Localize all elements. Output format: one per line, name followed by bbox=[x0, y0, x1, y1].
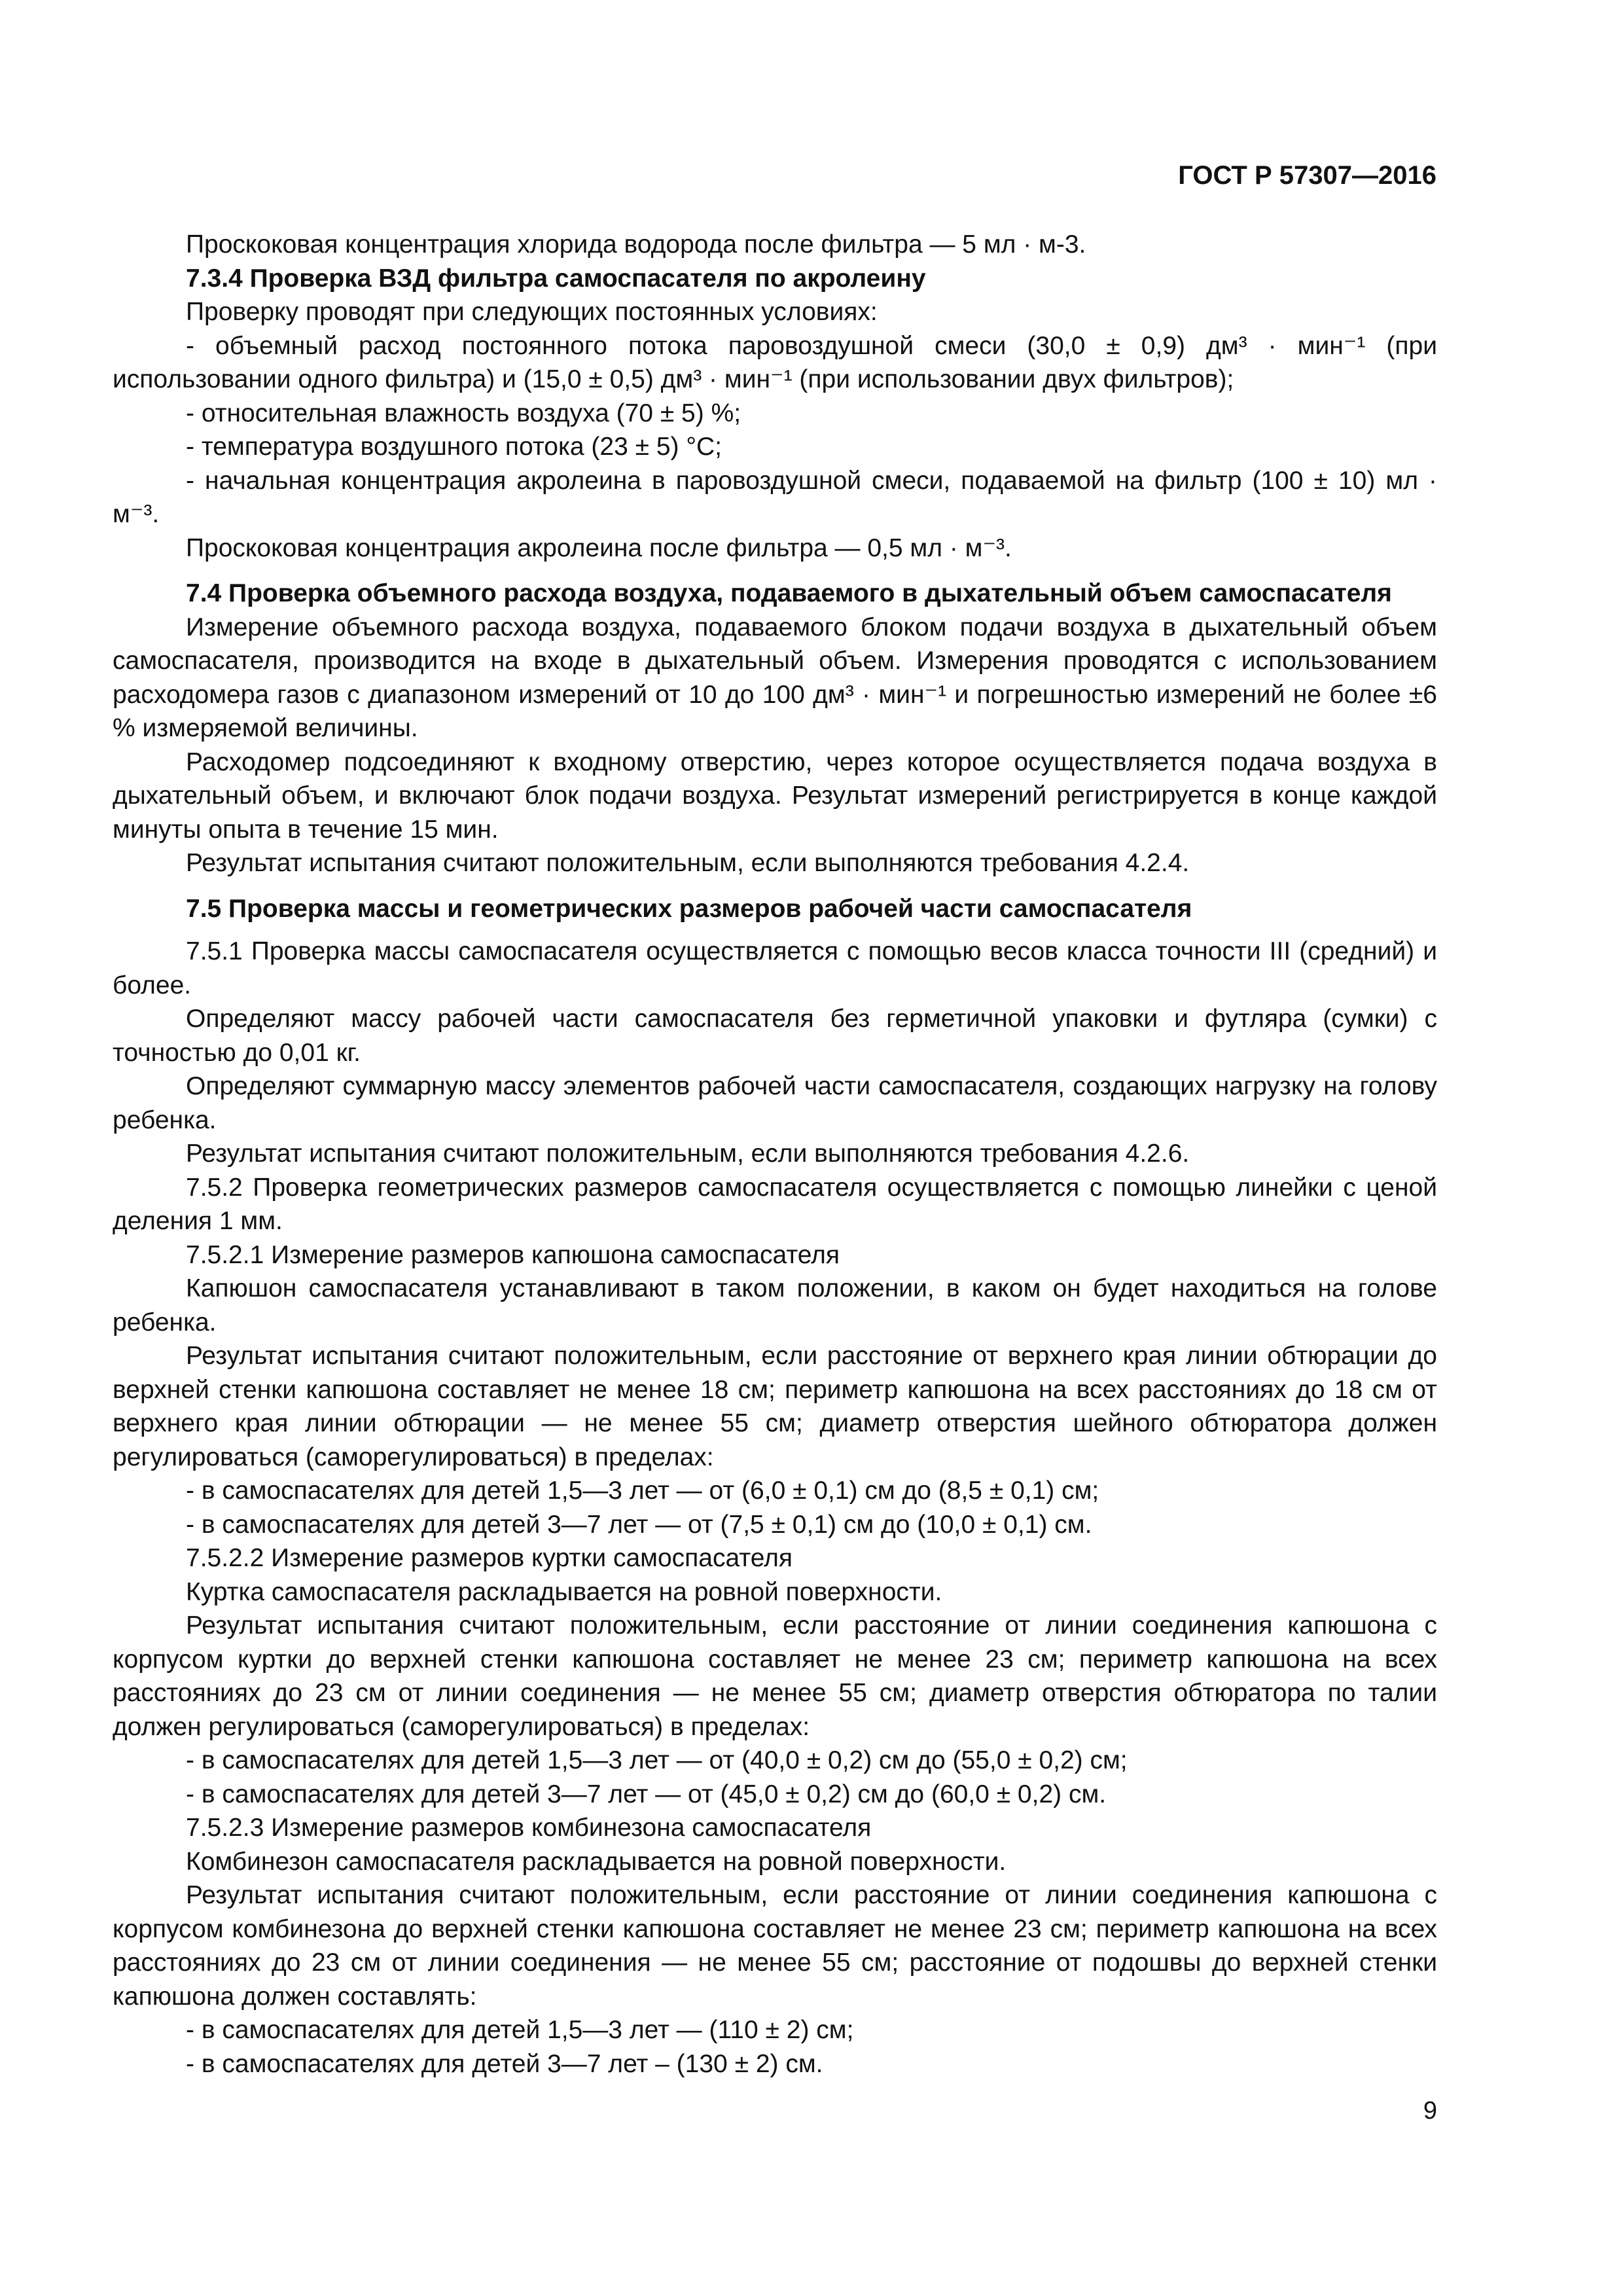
list-item: - в самоспасателях для детей 1,5—3 лет — (110 ± 2) см; bbox=[186, 2016, 854, 2044]
list-item: - в самоспасателях для детей 1,5—3 лет — от (6,0 ± 0,1) см до (8,5 ± 0,1) см; bbox=[186, 1477, 1099, 1505]
paragraph: Результат испытания считают положительным, если расстояние от линии соединения капюшона с корпусом куртки до верхней стенки капюшона составляет не менее 23 см; периметр капюшона на всех расстояниях до 23 см от линии соединения — не менее 55 см; диаметр отверстия обтюратора по талии должен регулироваться (саморегулироваться) в пределах: bbox=[113, 1611, 1437, 1741]
paragraph: Результат испытания считают положительным, если выполняются требования 4.2.4. bbox=[186, 849, 1190, 877]
paragraph: Определяют суммарную массу элементов рабочей части самоспасателя, создающих нагрузку на голову ребенка. bbox=[113, 1072, 1437, 1134]
section-heading-7-5: 7.5 Проверка массы и геометрических размеров рабочей части самоспасателя bbox=[186, 894, 1192, 923]
document-code-header: ГОСТ Р 57307—2016 bbox=[1178, 161, 1436, 190]
list-item: - начальная концентрация акролеина в паровоздушной смеси, подаваемой на фильтр (100 ± 10) мл · м⁻³. bbox=[113, 466, 1437, 528]
paragraph: Проверку проводят при следующих постоянных условиях: bbox=[186, 298, 878, 326]
paragraph: Комбинезон самоспасателя раскладывается на ровной поверхности. bbox=[186, 1847, 1007, 1876]
list-item: - температура воздушного потока (23 ± 5) °С; bbox=[186, 433, 722, 461]
paragraph: Результат испытания считают положительным, если выполняются требования 4.2.6. bbox=[186, 1139, 1190, 1168]
list-item: - в самоспасателях для детей 3—7 лет — от (45,0 ± 0,2) см до (60,0 ± 0,2) см. bbox=[186, 1780, 1107, 1808]
list-item: - в самоспасателях для детей 1,5—3 лет — от (40,0 ± 0,2) см до (55,0 ± 0,2) см; bbox=[186, 1746, 1128, 1774]
paragraph: Куртка самоспасателя раскладывается на ровной поверхности. bbox=[186, 1577, 942, 1606]
section-heading-7-3-4: 7.3.4 Проверка ВЗД фильтра самоспасателя по акролеину bbox=[186, 264, 926, 293]
paragraph: Проскоковая концентрация хлорида водорода после фильтра — 5 мл · м-3. bbox=[186, 230, 1086, 259]
section-heading-7-4: 7.4 Проверка объемного расхода воздуха, подаваемого в дыхательный объем самоспасателя bbox=[186, 579, 1392, 607]
subsection-title: 7.5.2.2 Измерение размеров куртки самоспасателя bbox=[186, 1544, 793, 1572]
paragraph: 7.5.1 Проверка массы самоспасателя осуществляется с помощью весов класса точности III (средний) и более. bbox=[113, 937, 1437, 999]
list-item: - относительная влажность воздуха (70 ± 5) %; bbox=[186, 399, 741, 427]
paragraph: Результат испытания считают положительным, если расстояние от линии соединения капюшона с корпусом комбинезона до верхней стенки капюшона составляет не менее 23 см; периметр капюшона на всех расстояниях до 23 см от линии соединения — не менее 55 см; расстояние от подошвы до верхней стенки капюшона должен составлять: bbox=[113, 1881, 1437, 2011]
paragraph: Определяют массу рабочей части самоспасателя без герметичной упаковки и футляра (сумки) с точностью до 0,01 кг. bbox=[113, 1005, 1437, 1067]
paragraph: Расходомер подсоединяют к входному отверстию, через которое осуществляется подача воздуха в дыхательный объем, и включают блок подачи воздуха. Результат измерений регистрируется в конце каждой минуты опыта в течение 15 мин. bbox=[113, 747, 1437, 844]
paragraph: 7.5.2 Проверка геометрических размеров самоспасателя осуществляется с помощью линейки с ценой деления 1 мм. bbox=[113, 1173, 1437, 1235]
subsection-title: 7.5.2.3 Измерение размеров комбинезона самоспасателя bbox=[186, 1814, 872, 1842]
list-item: - объемный расход постоянного потока паровоздушной смеси (30,0 ± 0,9) дм³ · мин⁻¹ (при использовании одного фильтра) и (15,0 ± 0,5) дм³ · мин⁻¹ (при использовании двух фильтров); bbox=[113, 331, 1437, 393]
list-item: - в самоспасателях для детей 3—7 лет – (130 ± 2) см. bbox=[186, 2049, 823, 2078]
paragraph: Результат испытания считают положительным, если расстояние от верхнего края линии обтюрации до верхней стенки капюшона составляет не менее 18 см; периметр капюшона на всех расстояниях до 18 см от верхнего края линии обтюрации — не менее 55 см; диаметр отверстия шейного обтюратора должен регулироваться (саморегулироваться) в пределах: bbox=[113, 1342, 1437, 1471]
page-number: 9 bbox=[1423, 2097, 1437, 2125]
paragraph: Измерение объемного расхода воздуха, подаваемого блоком подачи воздуха в дыхательный объем самоспасателя, производится на входе в дыхательный объем. Измерения проводятся с использованием расходомера газов с диапазоном измерений от 10 до 100 дм³ · мин⁻¹ и погрешностью измерений не более ±6 % измеряемой величины. bbox=[113, 613, 1437, 742]
list-item: - в самоспасателях для детей 3—7 лет — от (7,5 ± 0,1) см до (10,0 ± 0,1) см. bbox=[186, 1510, 1092, 1539]
subsection-title: 7.5.2.1 Измерение размеров капюшона самоспасателя bbox=[186, 1240, 840, 1269]
paragraph: Проскоковая концентрация акролеина после фильтра — 0,5 мл · м⁻³. bbox=[186, 533, 1012, 562]
paragraph: Капюшон самоспасателя устанавливают в таком положении, в каком он будет находиться на голове ребенка. bbox=[113, 1274, 1437, 1336]
document-body bbox=[113, 228, 1437, 2081]
